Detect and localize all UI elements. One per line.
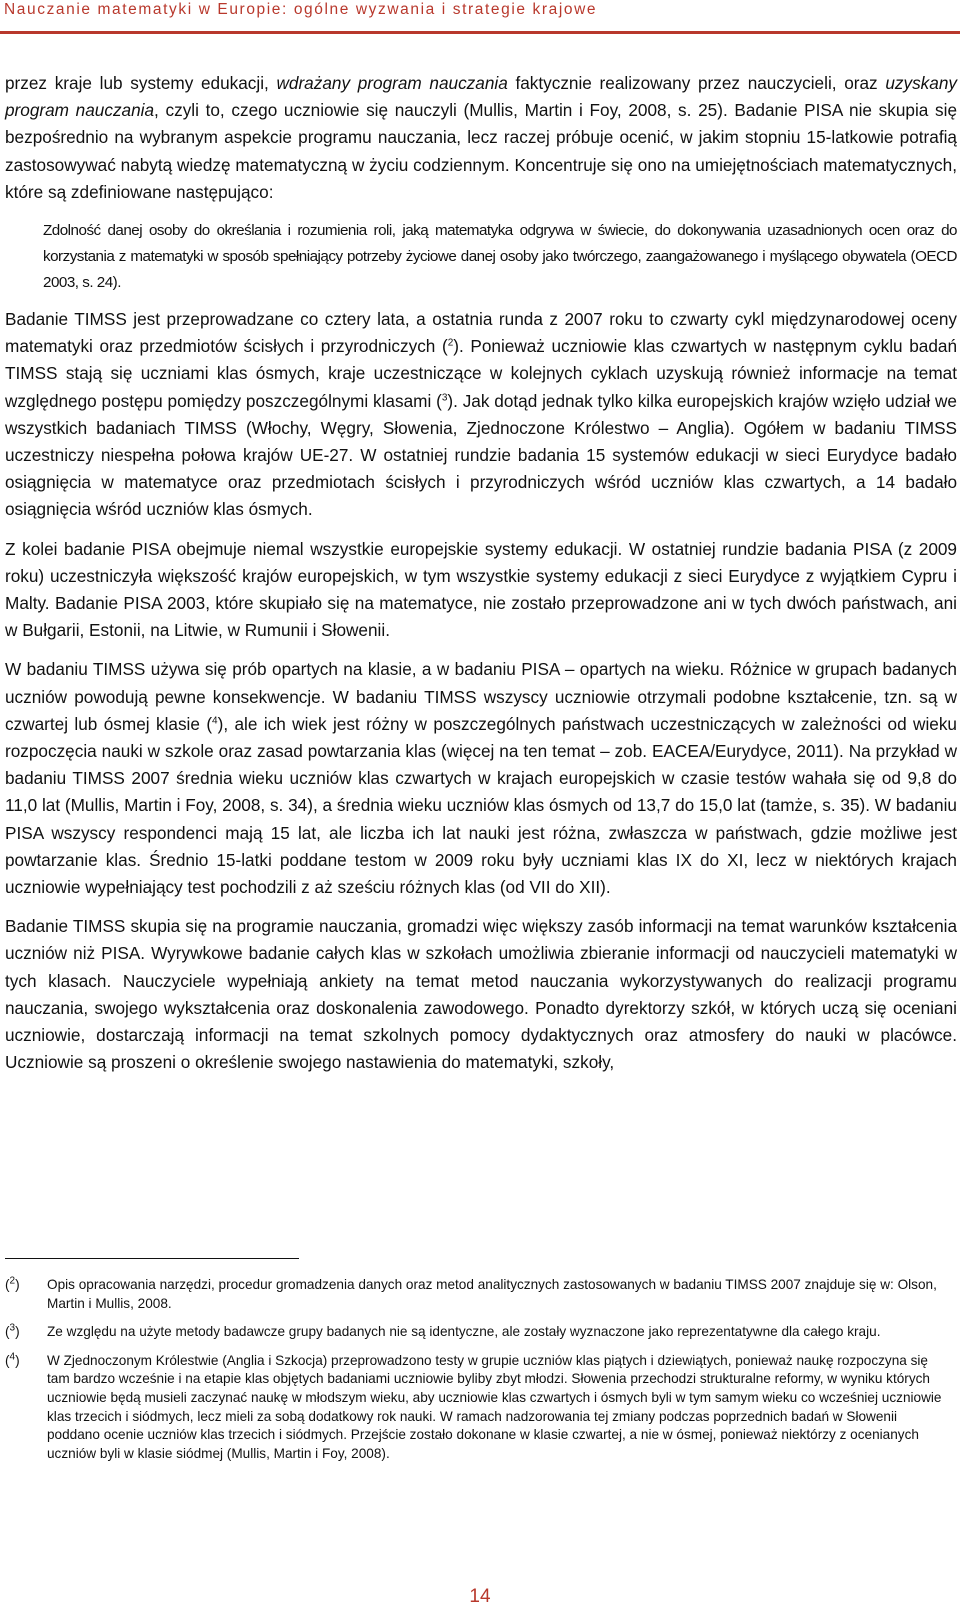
footnote-ref[interactable]: 4: [212, 715, 218, 727]
text-run: przez kraje lub systemy edukacji,: [5, 73, 277, 93]
footnote-separator: [5, 1258, 299, 1259]
text-run: ). Jak dotąd jednak tylko kilka europejskich krajów wzięło udział we wszystkich badaniach TIMSS (Włochy, Węgry, Słowenia, Zjednoczone Królestwo – Anglia). Ogółem w badaniu TIMSS uczestniczy niespełna połowa krajów UE-27. W ostatniej rundzie badania 15 systemów edukacji w sieci Eurydyce badało osiągnięcia w matematyce oraz przedmiotach ścisłych i przyrodniczych wśród uczniów klas czwartych, a 14 badało osiągnięcia wśród uczniów klas ósmych.: [5, 390, 957, 520]
text-run: W badaniu TIMSS używa się prób opartych na klasie, a w badaniu PISA – opartych na wieku. Różnice w grupach badanych uczniów powodują pewne konsekwencje. W badaniu TIMSS wszyscy uczniowie otrzymali podobne kształcenie, tzn. są w czwartej lub ósmej klasie (: [5, 659, 957, 734]
emphasis-term: wdrażany program nauczania: [276, 73, 508, 93]
text-run: ). Ponieważ uczniowie klas czwartych w następnym cyklu badań TIMSS stają się uczniami klas ósmych, kraje uczestniczące w kolejnych cyklach uzyskują również informacje na temat względnego postępu pomiędzy poszczególnymi klasami (: [5, 336, 958, 411]
paragraph-2: [5, 306, 957, 524]
definition-quote: Zdolność danej osoby do określania i rozumienia roli, jaką matematyka odgrywa w świecie, do dokonywania uzasadnionych ocen oraz do korzystania z matematyki w sposób spełniający potrzeby życiowe danej osoby jako twórczego, zaangażowanego i myślącego obywatela (OECD 2003, s. 24).: [43, 222, 957, 292]
footnote-item: [5, 1276, 950, 1313]
text-run: faktycznie realizowany przez nauczycieli, oraz: [507, 73, 886, 93]
footnote-item: [5, 1323, 950, 1342]
paragraph-4: [5, 656, 957, 901]
footnote-text: W Zjednoczonym Królestwie (Anglia i Szkocja) przeprowadzono testy w grupie uczniów klas piątych i dziewiątych, ponieważ naukę rozpoczyna się tam bardzo wcześnie i na etapie klas objętych badaniami uczniowie byliby zbyt młodzi. Słowenia przechodzi strukturalne reformy, w wyniku których uczniowie będą musieli zaczynać naukę w młodszym wieku, aby uczniowie klas czwartych i ósmych byli w tym samym wieku co wcześniej uczniowie klas trzecich i siódmych, lecz mieli za sobą dodatkowy rok nauki. W ramach nadzorowania tej zmiany podczas poprzednich badań w Słowenii poddano ocenie uczniów klas trzecich i siódmych. Przejście zostało dokonane w klasie czwartej, a nie w ósmej, ponieważ niektórzy z ocenianych uczniów byli w klasie siódmej (Mullis, Martin i Foy, 2008).: [47, 1352, 942, 1461]
emphasis-term: uzyskany program nauczania: [5, 73, 957, 121]
footnote-text: Ze względu na użyte metody badawcze grupy badanych nie są identyczne, ale zostały wyznaczone jako reprezentatywne dla całego kraju.: [47, 1324, 881, 1340]
paragraph-3: Z kolei badanie PISA obejmuje niemal wszystkie europejskie systemy edukacji. W ostatniej rundzie badania PISA (z 2009 roku) uczestniczyła większość krajów europejskich, w tym wszystkie systemy edukacji z sieci Eurydyce z wyjątkiem Cypru i Malty. Badanie PISA 2003, które skupiało się na matematyce, nie zostało przeprowadzone ani w tych dwóch państwach, ani w Bułgarii, Estonii, na Litwie, w Rumunii i Słowenii.: [5, 538, 957, 641]
footnotes: [5, 1276, 950, 1473]
text-run: Badanie TIMSS jest przeprowadzane co cztery lata, a ostatnia runda z 2007 roku to czwarty cykl międzynarodowej oceny matematyki oraz przedmiotów ścisłych i przyrodniczych (: [5, 309, 957, 357]
footnote-text: Opis opracowania narzędzi, procedur gromadzenia danych oraz metod analitycznych zastosowanych w badaniu TIMSS 2007 znajduje się w: Olson, Martin i Mullis, 2008.: [47, 1277, 937, 1311]
footnote-number: ($^4$): [5, 1351, 20, 1368]
header-rule: [0, 31, 960, 34]
footnote-ref[interactable]: 2: [447, 337, 454, 349]
running-header: [0, 0, 960, 28]
main-content: [5, 70, 957, 1077]
text-run: ), ale ich wiek jest różny w poszczególnych państwach uczestniczących w zależności od wieku rozpoczęcia nauki w szkole oraz zasad powtarzania klas (więcej na ten temat – zob. EACEA/Eurydyce, 2011). Na przykład w badaniu TIMSS 2007 średnia wieku uczniów klas czwartych w krajach europejskich w czasie testów wahała się od 9,8 do 11,0 lat (Mullis, Martin i Foy, 2008, s. 34), a średnia wieku uczniów klas ósmych od 13,7 do 15,0 lat (tamże, s. 35). W badaniu PISA wszyscy respondenci mają 15 lat, ale liczba ich lat nauki jest różna, zwłaszcza w państwach, gdzie możliwe jest powtarzanie klas. Średnio 15-latki poddane testom w 2009 roku były uczniami klas IX do XI, lecz w niektórych krajach uczniowie wypełniający test pochodzili z aż sześciu różnych klas (od VII do XII).: [5, 713, 957, 898]
footnote-ref[interactable]: 3: [441, 391, 448, 403]
paragraph-5: Badanie TIMSS skupia się na programie nauczania, gromadzi więc większy zasób informacji na temat warunków kształcenia uczniów niż PISA. Wyrywkowe badanie całych klas w szkołach umożliwia zbieranie informacji od nauczycieli matematyki w tych klasach. Nauczyciele wypełniają ankiety na temat metod nauczania wykorzystywanych do realizacji programu nauczania, swojego wykształcenia oraz doskonalenia zawodowego. Ponadto dyrektorzy szkół, w których uczą się oceniani uczniowie, dostarczają informacji na temat szkolnych pomocy dydaktycznych oraz atmosfery do nauki w placówce. Uczniowie są proszeni o określenie swojego nastawienia do matematyki, szkoły,: [5, 916, 957, 1073]
page-number: 14: [469, 1586, 491, 1607]
footnote-item: [5, 1352, 950, 1464]
footnote-number: ($^2$): [5, 1275, 20, 1292]
header-title: Nauczanie matematyki w Europie: ogólne wyzwania i strategie krajowe: [4, 1, 598, 18]
text-run: , czyli to, czego uczniowie się nauczyli (Mullis, Martin i Foy, 2008, s. 25). Badanie PISA nie skupia się bezpośrednio na wybranym aspekcie programu nauczania, lecz raczej próbuje ocenić, w jakim stopniu 15-latkowie potrafią zastosowywać nabytą wiedzę matematyczną w życiu codziennym. Koncentruje się ono na umiejętnościach matematycznych, które są zdefiniowane następująco:: [5, 100, 958, 202]
footnote-number: ($^3$): [5, 1322, 20, 1340]
paragraph-1: [5, 70, 957, 206]
